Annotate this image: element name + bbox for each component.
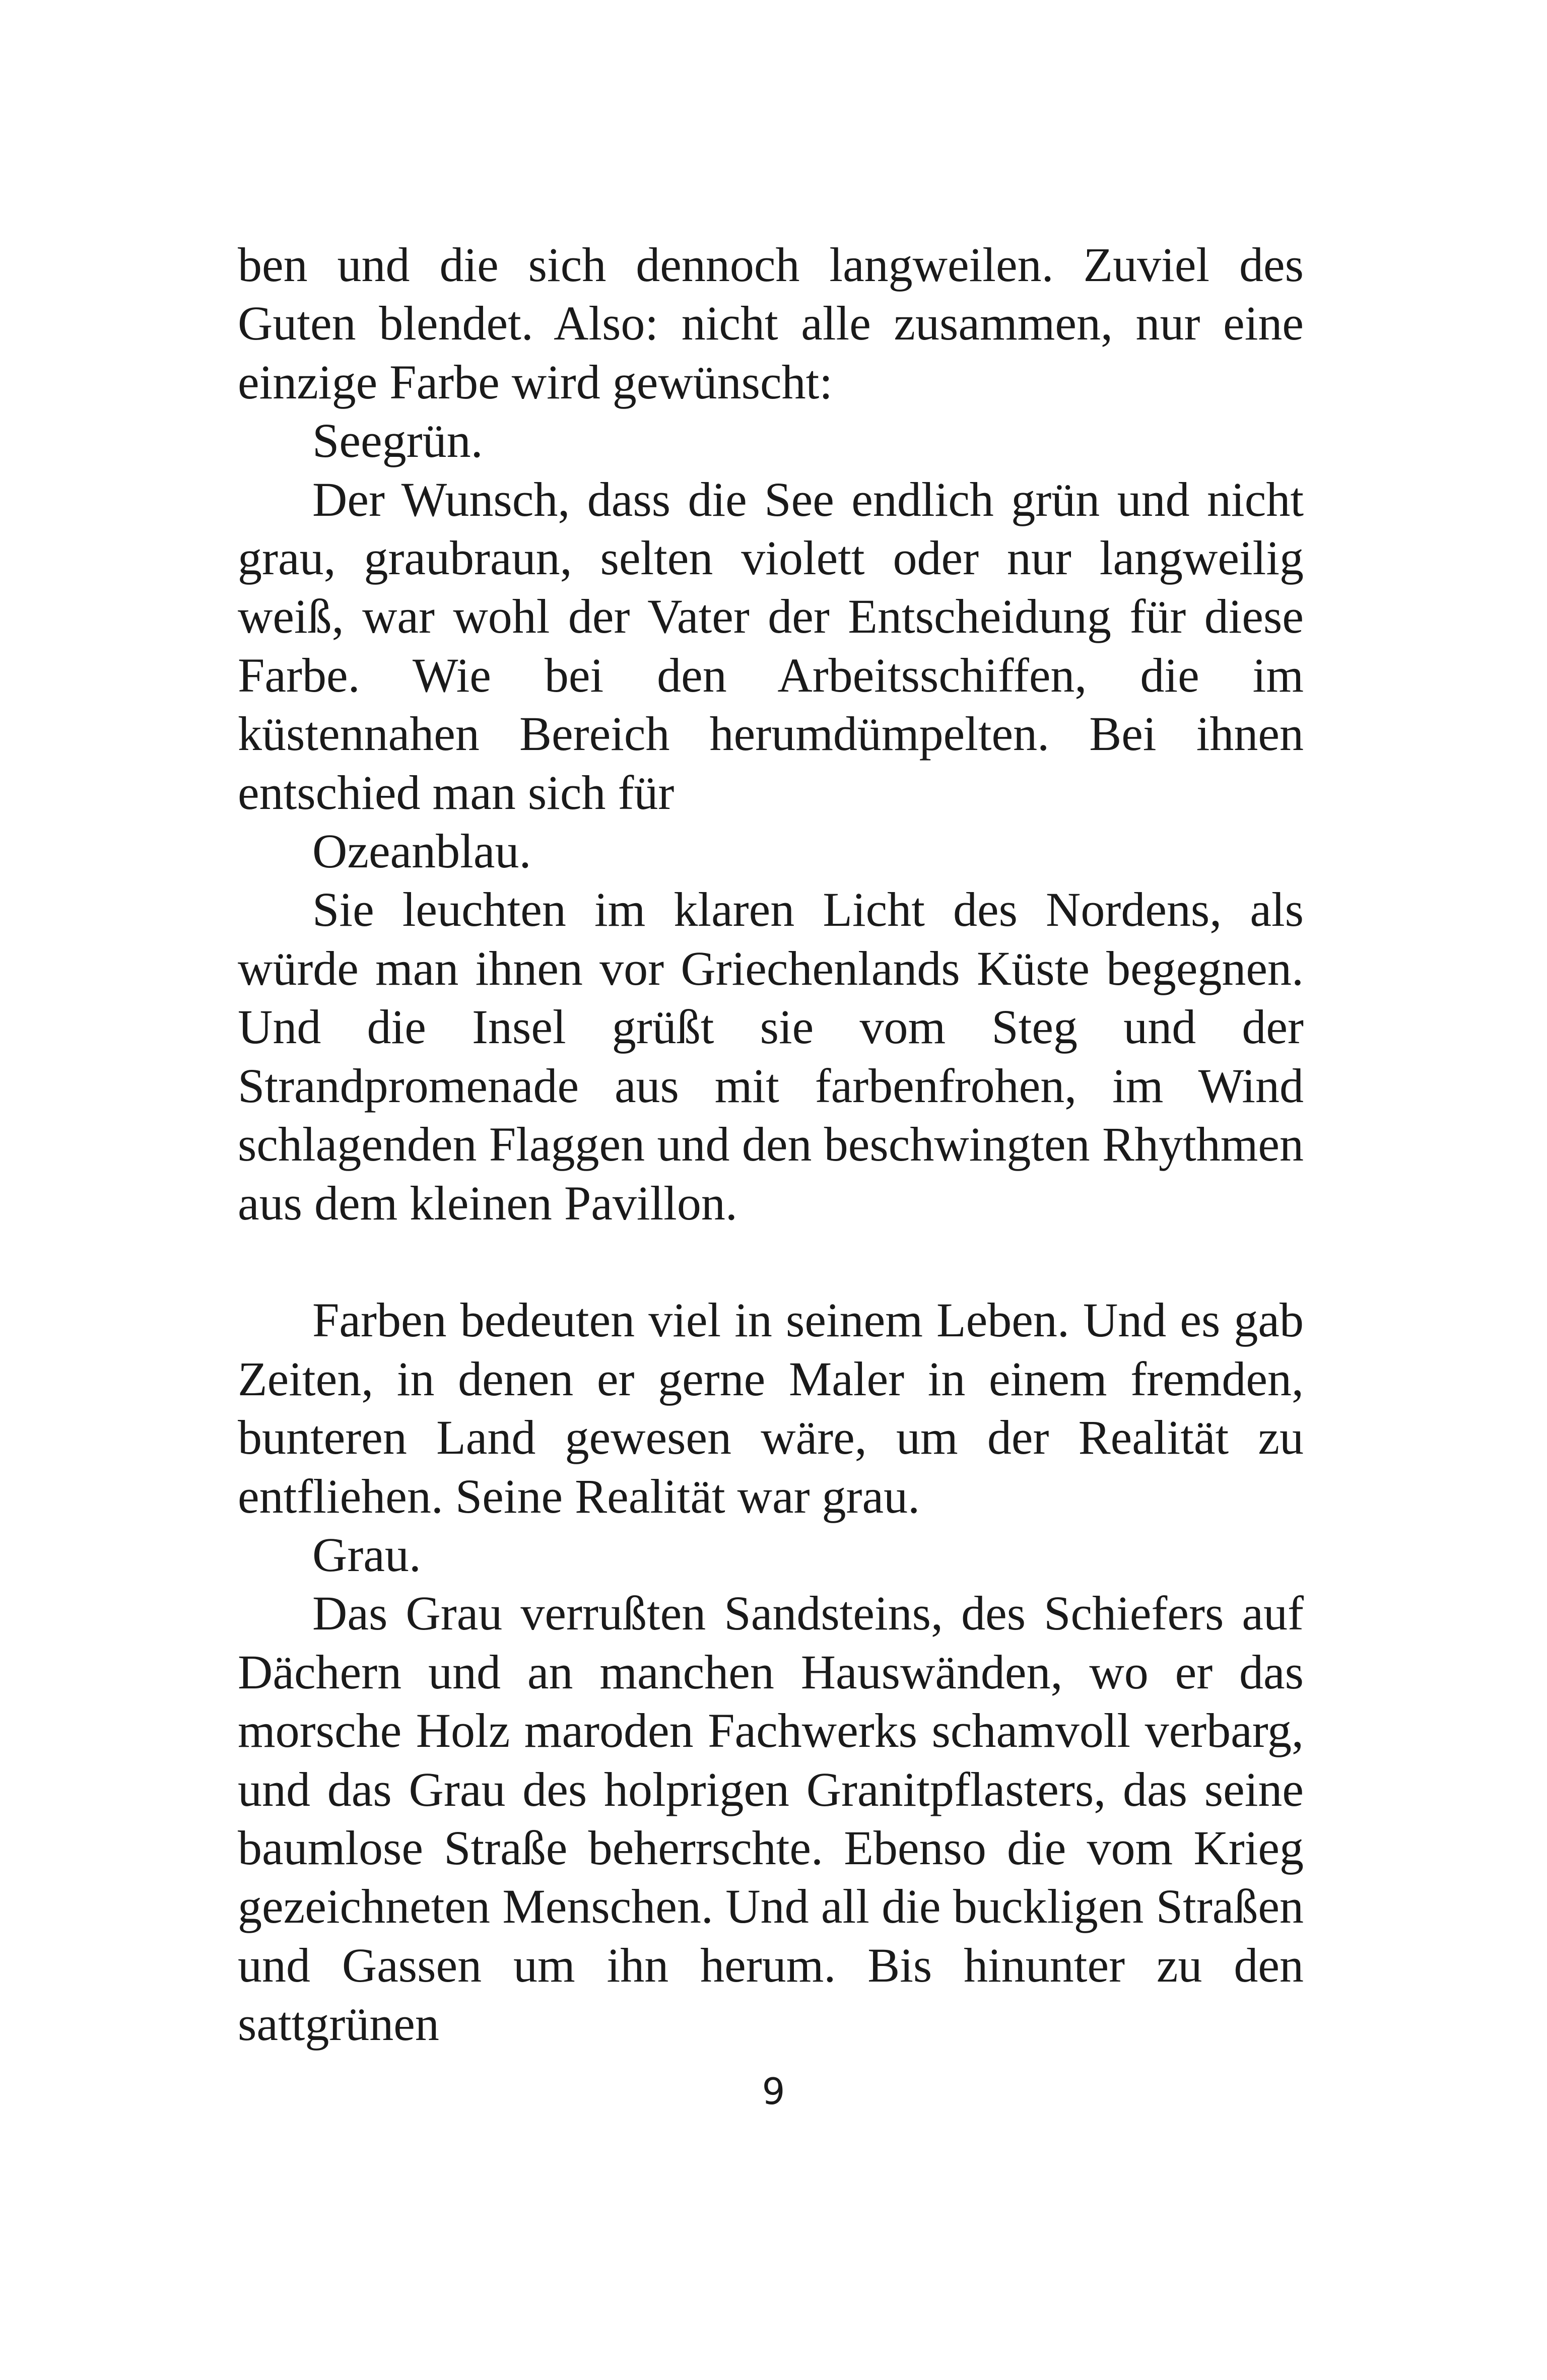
- paragraph-das-grau: Das Grau verrußten Sandsteins, des Schiefers auf Dächern und an manchen Hauswänden, wo er das morsche Holz maroden Fachwerks schamvoll verbarg, und das Grau des holprigen Granitpflasters, das seine baumlose Straße beherrschte. Ebenso die vom Krieg gezeichneten Menschen. Und all die buckligen Straßen und Gassen um ihn herum. Bis hinunter zu den sattgrünen: [238, 1586, 1304, 2051]
- paragraph-farben: Farben bedeuten viel in seinem Leben. Und es gab Zeiten, in denen er gerne Maler in einem fremden, bunteren Land gewesen wäre, um der Realität zu entfliehen. Seine Realität war grau.: [238, 1293, 1304, 1523]
- paragraph-wunsch: Der Wunsch, dass die See endlich grün und nicht grau, graubraun, selten violett oder nur langweilig weiß, war wohl der Vater der Entscheidung für diese Farbe. Wie bei den Arbeitsschiffen, die im küstennahen Bereich herumdümpelten. Bei ihnen entschied man sich für: [238, 472, 1304, 820]
- paragraph-ozeanblau: Ozeanblau.: [312, 824, 531, 878]
- paragraph-continued: ben und die sich dennoch langweilen. Zuviel des Guten blendet. Also: nicht alle zusammen, nur eine einzige Farbe wird gewünscht:: [238, 238, 1304, 409]
- page-number: 9: [762, 2070, 785, 2113]
- body-text: [238, 236, 1304, 2054]
- paragraph-leuchten: Sie leuchten im klaren Licht des Nordens, als würde man ihnen vor Griechenlands Küste begegnen. Und die Insel grüßt sie vom Steg und der Strandpromenade aus mit farbenfrohen, im Wind schlagenden Flaggen und den beschwingten Rhythmen aus dem kleinen Pavillon.: [238, 882, 1304, 1230]
- paragraph-grau: Grau.: [312, 1527, 421, 1582]
- section-break: [238, 1233, 1304, 1291]
- paragraph-seegruen: Seegrün.: [312, 414, 483, 468]
